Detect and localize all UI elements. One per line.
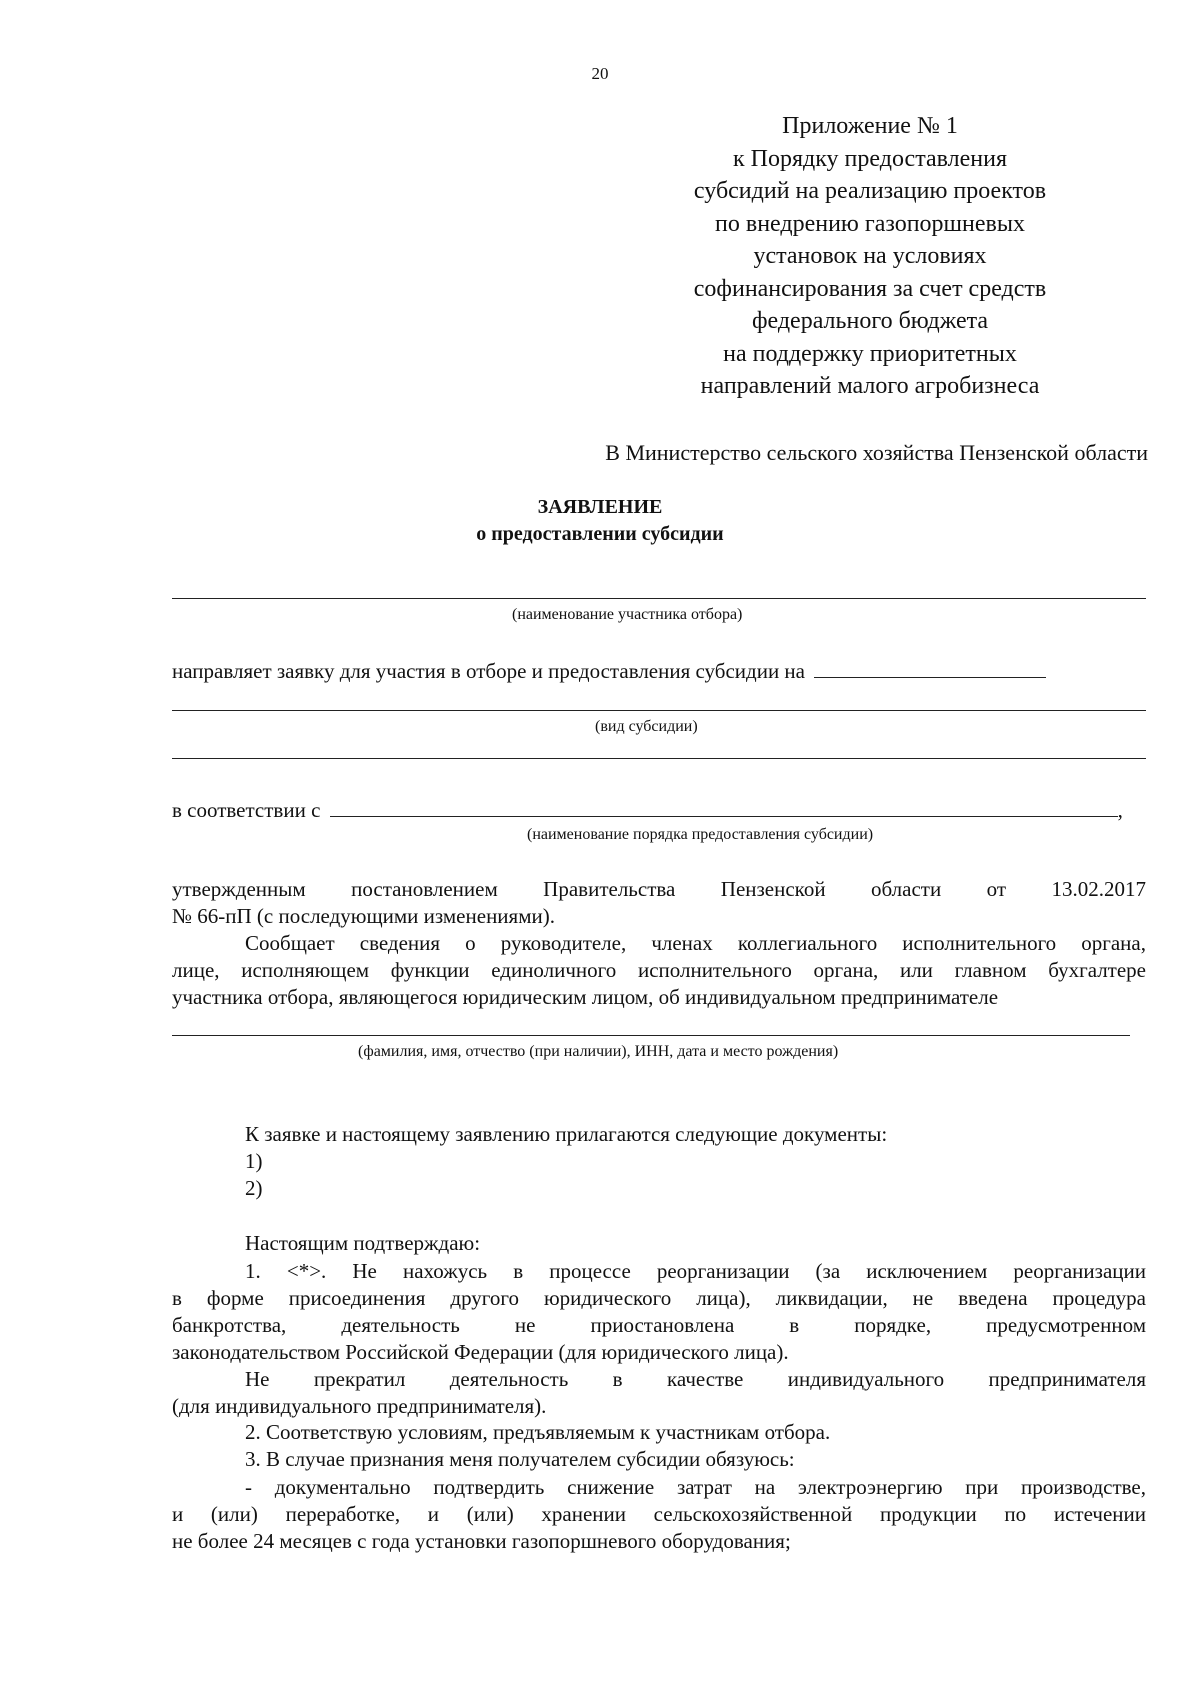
in-accordance-line	[172, 798, 1123, 823]
applies-line	[172, 659, 1046, 684]
item1-line-1: 1. <*>. Не нахожусь в процессе реорганизации (за исключением реорганизации	[245, 1259, 1146, 1283]
participant-name-field[interactable]	[172, 598, 1146, 599]
reports-line-1: Сообщает сведения о руководителе, членах коллегиального исполнительного органа,	[245, 931, 1146, 955]
person-details-field[interactable]	[172, 1035, 1130, 1036]
item1-line-4: законодательством Российской Федерации (для юридического лица).	[172, 1340, 789, 1364]
appendix-line: направлений малого агробизнеса	[700, 373, 1040, 399]
item1-line-2: в форме присоединения другого юридического лица), ликвидации, не введена процедура	[172, 1286, 1146, 1310]
appendix-line: Приложение № 1	[782, 113, 958, 139]
appendix-line: к Порядку предоставления	[732, 145, 1007, 172]
appendix-header	[640, 110, 1100, 403]
reports-line-3: участника отбора, являющегося юридическим лицом, об индивидуальном предпринимателе	[172, 985, 999, 1009]
appendix-line: софинансирования за счет средств	[693, 275, 1047, 302]
person-details-caption: (фамилия, имя, отчество (при наличии), ИНН, дата и место рождения)	[358, 1043, 839, 1060]
item-2: 2. Соответствую условиям, предъявляемым к участникам отбора.	[245, 1420, 831, 1444]
participant-name-caption: (наименование участника отбора)	[512, 606, 743, 623]
approved-line-2: № 66-пП (с последующими изменениями).	[172, 904, 555, 928]
ip-line-2: (для индивидуального предпринимателя).	[172, 1394, 547, 1418]
ip-line-1: Не прекратил деятельность в качестве индивидуального предпринимателя	[245, 1367, 1146, 1391]
attachment-item-2: 2)	[245, 1176, 263, 1200]
applies-text: направляет заявку для участия в отборе и предоставления субсидии на	[172, 659, 805, 683]
reports-line-2: лице, исполняющем функции единоличного исполнительного органа, или главном бухгалтере	[172, 958, 1146, 982]
appendix-line: субсидий на реализацию проектов	[693, 178, 1047, 204]
approved-line-1: утвержденным постановлением Правительства Пензенской области от 13.02.2017	[172, 877, 1146, 901]
appendix-line: федерального бюджета	[751, 308, 989, 334]
item3-line-2: и (или) переработке, и (или) хранении сельскохозяйственной продукции по истечении	[172, 1502, 1146, 1526]
subsidy-type-field[interactable]	[172, 710, 1146, 711]
addressee: В Министерство сельского хозяйства Пензенской области	[605, 440, 1148, 465]
comma-text: ,	[1117, 798, 1123, 822]
item1-line-3: банкротства, деятельность не приостановлена в порядке, предусмотренном	[172, 1313, 1146, 1337]
attachments-intro: К заявке и настоящему заявлению прилагаются следующие документы:	[245, 1122, 888, 1146]
confirm-intro: Настоящим подтверждаю:	[245, 1231, 481, 1255]
page-number: 20	[591, 64, 609, 83]
procedure-name-caption: (наименование порядка предоставления субсидии)	[527, 826, 874, 843]
subsidy-type-field-extra[interactable]	[172, 758, 1146, 759]
title-line-2: о предоставлении субсидии	[476, 523, 724, 545]
item3-line-1: - документально подтвердить снижение затрат на электроэнергию при производстве,	[245, 1475, 1146, 1499]
appendix-line: установок на условиях	[753, 243, 987, 269]
item3-line-3: не более 24 месяцев с года установки газопоршневого оборудования;	[172, 1529, 791, 1553]
appendix-line: по внедрению газопоршневых	[715, 210, 1025, 237]
title-line-1: ЗАЯВЛЕНИЕ	[537, 496, 663, 518]
procedure-name-field[interactable]	[330, 800, 1118, 817]
in-accordance-text: в соответствии с	[172, 798, 321, 822]
document-title	[0, 494, 1200, 548]
subsidy-target-field[interactable]	[814, 661, 1046, 678]
item-3: 3. В случае признания меня получателем субсидии обязуюсь:	[245, 1447, 795, 1471]
subsidy-type-caption: (вид субсидии)	[595, 718, 698, 735]
appendix-line: на поддержку приоритетных	[723, 340, 1017, 367]
attachment-item-1: 1)	[245, 1149, 263, 1173]
